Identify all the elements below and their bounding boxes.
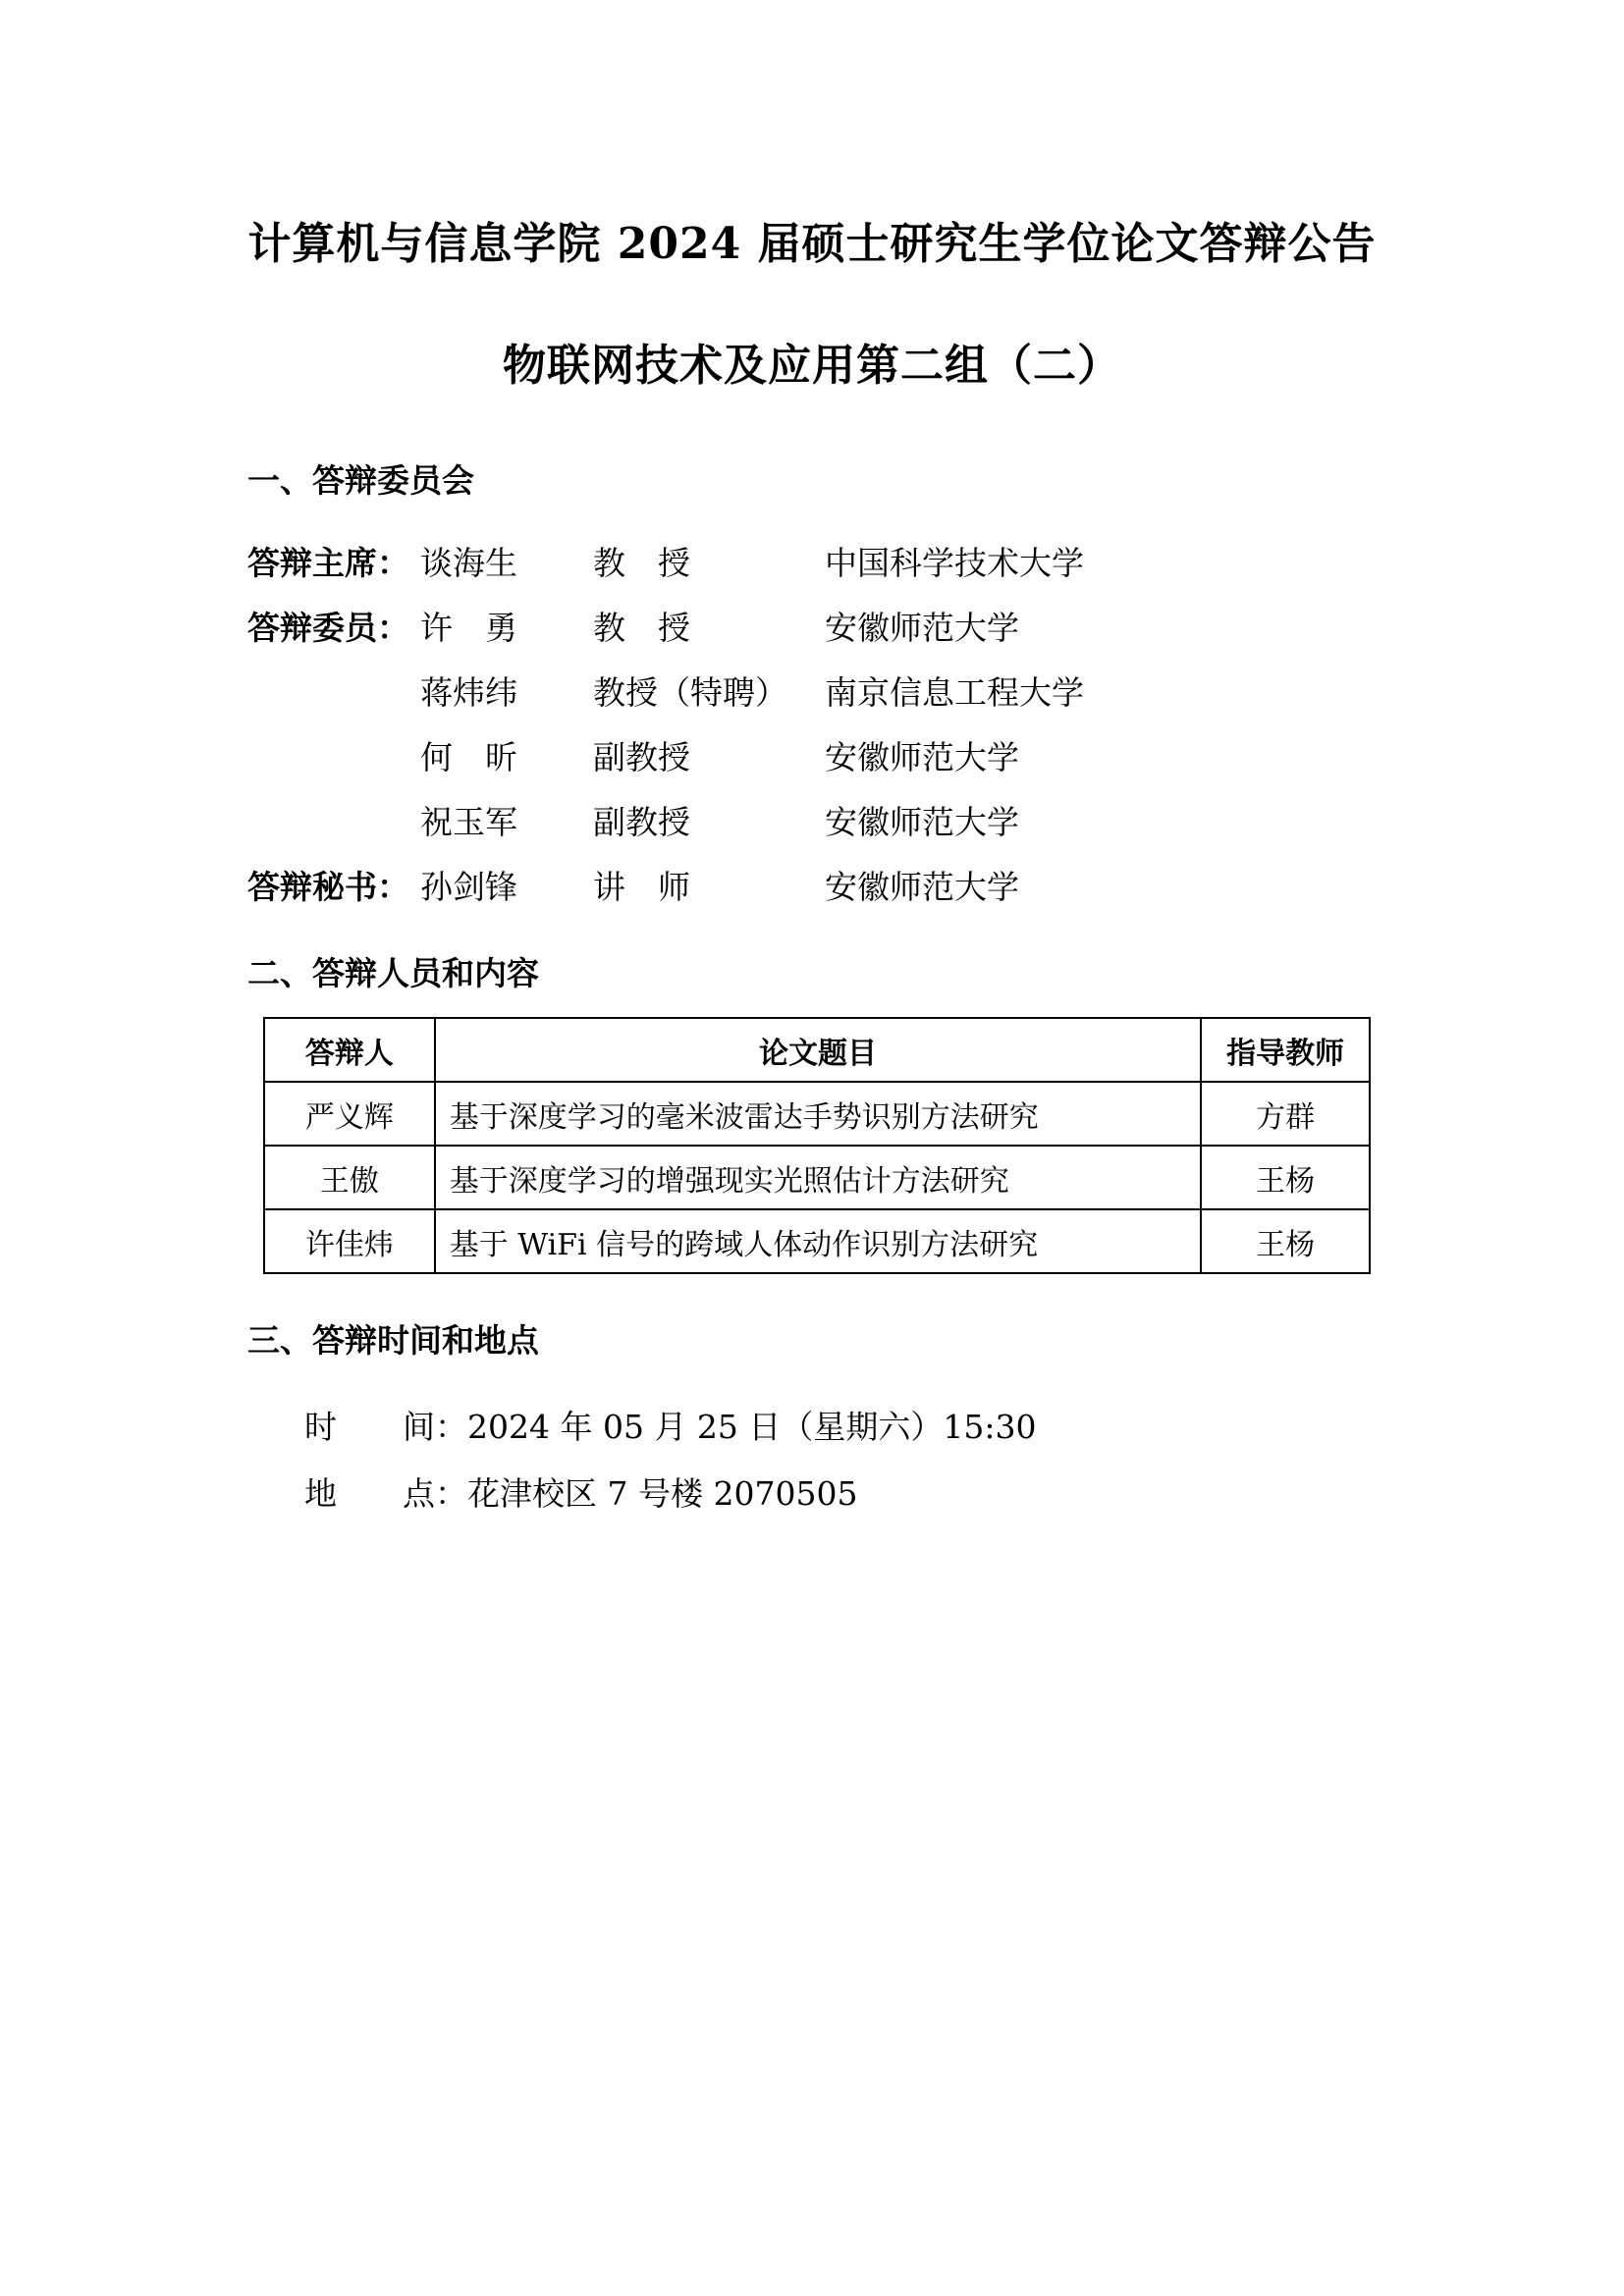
column-header-advisor: 指导教师 [1201, 1018, 1370, 1082]
committee-org: 南京信息工程大学 [825, 673, 1084, 712]
committee-org: 安徽师范大学 [825, 609, 1019, 647]
committee-org: 中国科学技术大学 [825, 544, 1084, 582]
committee-title: 教授（特聘） [593, 673, 787, 712]
student-cell: 严义辉 [264, 1082, 435, 1146]
place-label-1: 地 [304, 1474, 337, 1513]
committee-name: 谈海生 [420, 544, 517, 582]
committee-role: 答辩委员： [247, 609, 409, 647]
time-label-1: 时 [304, 1408, 337, 1446]
committee-name: 许 勇 [420, 609, 517, 647]
defense-table [263, 1017, 1371, 1274]
committee-title: 教 授 [593, 544, 690, 582]
section-defense-heading: 二、答辩人员和内容 [247, 954, 539, 992]
column-header-thesis: 论文题目 [435, 1018, 1201, 1082]
section-schedule-heading: 三、答辩时间和地点 [247, 1321, 539, 1360]
section-committee-heading: 一、答辩委员会 [247, 461, 474, 500]
table-header-row [264, 1018, 1370, 1082]
committee-org: 安徽师范大学 [825, 803, 1019, 841]
committee-role: 答辩秘书： [247, 868, 409, 906]
table-row [264, 1209, 1370, 1273]
student-cell: 许佳炜 [264, 1209, 435, 1273]
committee-title: 讲 师 [593, 868, 690, 906]
page-title: 计算机与信息学院 2024 届硕士研究生学位论文答辩公告 [247, 219, 1377, 269]
committee-org: 安徽师范大学 [825, 868, 1019, 906]
page-subtitle: 物联网技术及应用第二组（二） [503, 341, 1121, 391]
thesis-cell: 基于深度学习的增强现实光照估计方法研究 [435, 1146, 1201, 1209]
committee-title: 副教授 [593, 738, 690, 776]
committee-name: 蒋炜纬 [420, 673, 517, 712]
table-row [264, 1082, 1370, 1146]
table-row [264, 1146, 1370, 1209]
time-value: 2024 年 05 月 25 日（星期六）15:30 [467, 1408, 1037, 1446]
committee-name: 孙剑锋 [420, 868, 517, 906]
student-cell: 王傲 [264, 1146, 435, 1209]
committee-org: 安徽师范大学 [825, 738, 1019, 776]
time-label-2: 间： [403, 1408, 467, 1446]
thesis-cell: 基于深度学习的毫米波雷达手势识别方法研究 [435, 1082, 1201, 1146]
place-value: 花津校区 7 号楼 2070505 [467, 1474, 858, 1513]
place-label-2: 点： [403, 1474, 467, 1513]
column-header-student: 答辩人 [264, 1018, 435, 1082]
committee-name: 祝玉军 [420, 803, 517, 841]
committee-role: 答辩主席： [247, 544, 409, 582]
thesis-cell: 基于 WiFi 信号的跨域人体动作识别方法研究 [435, 1209, 1201, 1273]
committee-name: 何 昕 [420, 738, 517, 776]
committee-title: 副教授 [593, 803, 690, 841]
advisor-cell: 方群 [1201, 1082, 1370, 1146]
advisor-cell: 王杨 [1201, 1209, 1370, 1273]
advisor-cell: 王杨 [1201, 1146, 1370, 1209]
committee-title: 教 授 [593, 609, 690, 647]
